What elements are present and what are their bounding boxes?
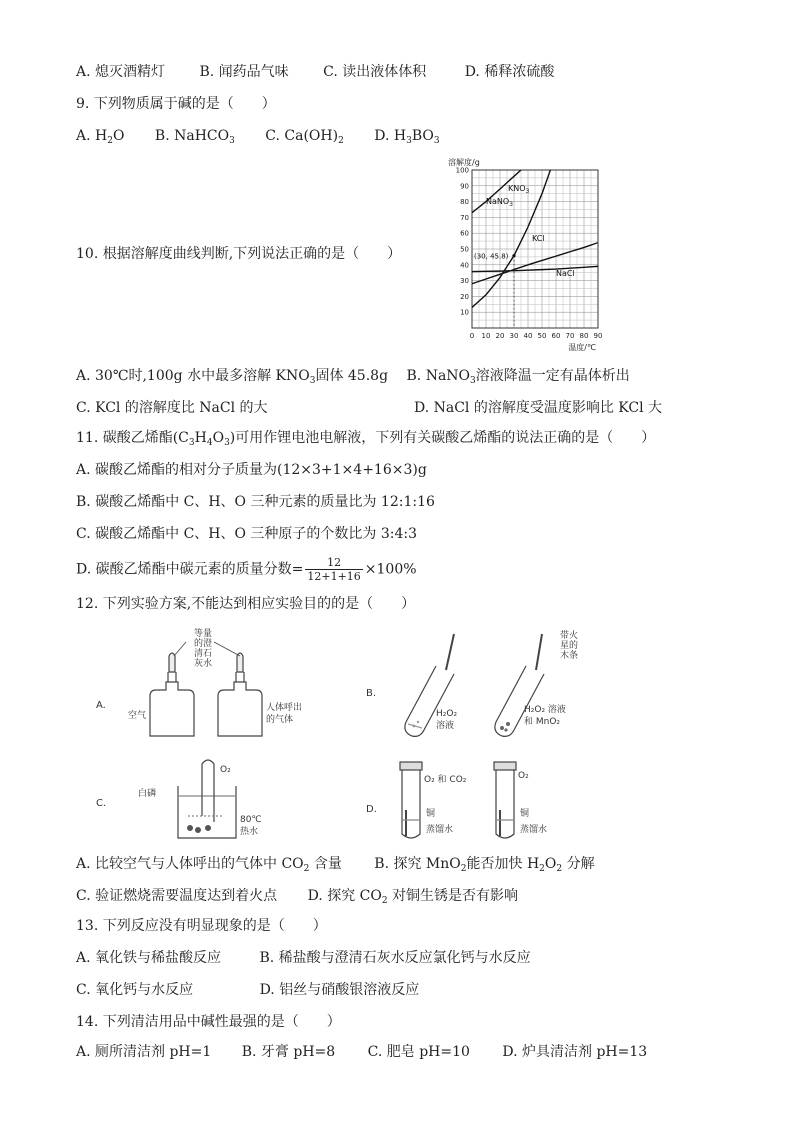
annotation-label: (30, 45.8) [474,252,509,261]
q14-option-b: B. 牙膏 pH=8 [241,1044,336,1060]
y-axis-label: 溶解度/g [448,158,480,167]
y-tick-label: 80 [460,198,469,207]
x-tick-label: 90 [593,332,603,340]
q13-option-d: D. 铝丝与硝酸银溶液反应 [259,982,420,998]
q12-apparatus-figure [90,626,610,848]
setup-d-copper-label-2: 铜 [520,809,530,819]
setup-c-phosphorus-label: 白磷 [138,789,157,799]
setup-a-top-label-3: 清石 [194,649,213,659]
q8-options-row [76,62,554,82]
q10-stem: 10. 根据溶解度曲线判断,下列说法正确的是（ ） [76,246,402,262]
setup-a-right-label-2: 的气体 [266,715,294,725]
solubility-chart [446,156,606,356]
setup-c-water-label-1: 80℃ [240,815,262,825]
q9-stem: 9. 下列物质属于碱的是（ ） [76,96,276,112]
setup-c-water-label-2: 热水 [240,827,259,837]
annotation-point [512,254,515,257]
setup-d-water-label-2: 蒸馏水 [520,825,548,835]
y-tick-label: 100 [455,166,469,175]
setup-a-right-label-1: 人体呼出 [266,703,303,713]
setup-d-letter: D. [366,804,377,815]
x-tick-label: 20 [495,332,505,340]
q11-option-a: A. 碳酸乙烯酯的相对分子质量为(12×3+1×4+16×3)g [76,462,427,478]
y-tick-label: 60 [460,229,469,238]
setup-b-left-label-2: 溶液 [436,721,455,731]
setup-a-top-label-2: 的澄 [194,639,213,649]
x-tick-label: 80 [579,332,589,340]
q9-option-a: A. $H_2O$ [76,128,125,146]
setup-d-o2-label: O₂ [518,771,529,781]
series-label-nano3: NaNO$_3$ [486,197,513,208]
x-axis-label: 温度/℃ [568,343,596,352]
setup-a-top-label-4: 灰水 [194,659,213,669]
setup-a [96,642,262,736]
q11-stem: 11. 碳酸乙烯酯$(C_3H_4O_3)$可用作锂电池电解液，下列有关碳酸乙烯酯的说法正确的是（ ） [76,430,656,448]
setup-c-letter: C. [96,798,107,809]
q11-option-d: D. 碳酸乙烯酯中碳元素的质量分数= $\frac{12}{12+1+16}$ ×100% [76,556,417,583]
q10-options-row-1 [76,366,630,386]
q9-option-c: C. $Ca(OH)_2$ [265,128,344,146]
q8-option-b: B. 闻药品气味 [199,64,289,80]
series-label-nacl: NaCl [556,269,575,278]
q13-option-c: C. 氧化钙与水反应 [76,982,194,998]
q14-option-a: A. 厕所清洁剂 pH=1 [76,1044,212,1060]
series-label-kcl: KCl [532,234,545,243]
q10-option-c: C. KCl 的溶解度比 NaCl 的大 [76,400,268,416]
setup-a-letter: A. [96,700,106,711]
chart-text [448,157,602,352]
q13-option-b: B. 稀盐酸与澄清石灰水反应氯化钙与水反应 [259,950,531,966]
series-label-subscript: 3 [509,201,513,208]
setup-a-left-label: 空气 [128,711,147,721]
x-tick-label: 0 [469,332,475,340]
y-tick-label: 50 [460,245,469,254]
y-tick-label: 20 [460,292,469,301]
setup-d-copper-label-1: 铜 [426,809,436,819]
setup-b-top-label-1: 带火 [560,631,579,641]
q8-option-c: C. 读出液体体积 [323,64,427,80]
x-tick-label: 40 [523,332,533,340]
setup-d-water-label-1: 蒸馏水 [426,825,454,835]
y-tick-label: 40 [460,261,469,270]
setup-c-o2-label: O₂ [220,765,231,775]
x-tick-label: 70 [565,332,575,340]
q8-option-d: D. 稀释浓硫酸 [464,64,555,80]
q9-options-row [76,126,440,146]
q14-option-c: C. 肥皂 pH=10 [367,1044,470,1060]
q13-options-row-2 [76,980,419,1000]
setup-b-top-label-2: 星的 [560,641,579,651]
q11-option-b: B. 碳酸乙烯酯中 C、H、O 三种元素的质量比为 12:1:16 [76,494,435,510]
setup-c [96,760,236,838]
x-tick-label: 30 [509,332,519,340]
setup-d-gas-label: O₂ 和 CO₂ [424,775,467,785]
y-tick-label: 70 [460,213,469,222]
q13-options-row-1 [76,948,531,968]
q12-stem: 12. 下列实验方案,不能达到相应实验目的的是（ ） [76,596,416,612]
mass-fraction: $\frac{12}{12+1+16}$ [307,556,361,583]
setup-b-right-label-2: 和 MnO₂ [524,717,561,727]
q12-option-a: A. 比较空气与人体呼出的气体中 $CO_2$ 含量 [76,856,342,874]
setup-a-top-label-1: 等量 [194,629,213,639]
q14-option-d: D. 炉具清洁剂 pH=13 [502,1044,648,1060]
q10-option-a: A. 30℃时,100g 水中最多溶解 $KNO_3$固体 45.8g [76,368,389,386]
q14-stem: 14. 下列清洁用品中碱性最强的是（ ） [76,1014,341,1030]
q8-option-a: A. 熄灭酒精灯 [76,64,166,80]
q10-option-d: D. NaCl 的溶解度受温度影响比 KCl 大 [414,400,663,416]
q13-stem: 13. 下列反应没有明显现象的是（ ） [76,918,327,934]
setup-b-left-label-1: H₂O₂ [436,709,458,719]
setup-b-right-label-1: H₂O₂ 溶液 [524,705,566,715]
q12-options-row-1 [76,854,595,874]
q9-option-d: D. $H_3BO_3$ [374,128,440,146]
q13-option-a: A. 氧化铁与稀盐酸反应 [76,950,222,966]
series-label-subscript: 3 [525,188,530,195]
q9-option-b: B. NaHCO$_3$ [154,128,235,146]
setup-b-letter: B. [366,688,377,699]
y-tick-label: 10 [460,308,469,317]
x-tick-label: 60 [551,332,561,340]
series-label-kno3: $KNO_3$ [508,184,530,195]
x-tick-label: 10 [481,332,491,340]
y-tick-label: 30 [460,277,469,286]
y-tick-label: 90 [460,182,469,191]
q12-options-row-2 [76,886,518,906]
setup-b-top-label-3: 木条 [560,651,579,661]
q12-option-b: B. 探究 MnO$_2$能否加快 $H_2O_2$ 分解 [374,856,595,874]
q11-option-c: C. 碳酸乙烯酯中 C、H、O 三种原子的个数比为 3:4:3 [76,526,418,542]
q14-options-row [76,1042,647,1062]
q12-option-d: D. 探究 $CO_2$ 对铜生锈是否有影响 [307,888,519,906]
setup-b [366,634,544,736]
x-tick-label: 50 [537,332,547,340]
q10-option-b: B. NaNO$_3$溶液降温一定有晶体析出 [406,368,630,386]
q12-option-c: C. 验证燃烧需要温度达到着火点 [76,888,278,904]
